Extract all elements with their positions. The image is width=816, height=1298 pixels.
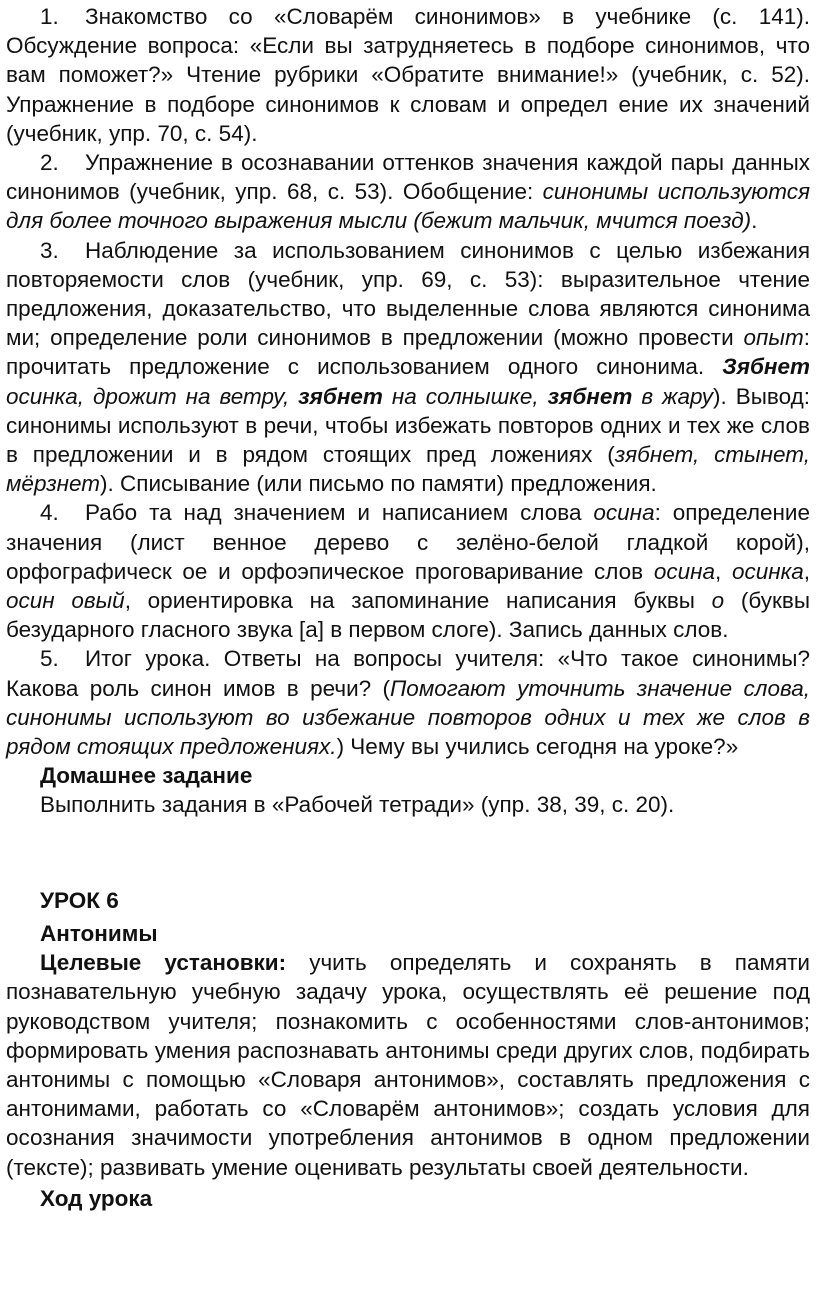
list-item-2 [6,148,810,236]
item-text: Знакомство со «Словарём синонимов» в учебнике (с. 141). Обсуждение вопроса: «Если вы затрудняетесь в подборе синонимов, что вам поможет?» Чтение рубрики «Обратите внимание!» (учебник, с. 52). Упражнение в подборе синонимов к словам и определ ение их значений (учебник, упр. 70, с. 54). [6,4,810,146]
item-text: Итог урока. Ответы на вопросы учителя: «Что такое синонимы? Какова роль синон имов в речи? ( [6,646,810,701]
homework-text: Выполнить задания в «Рабочей тетради» (упр. 38, 39, с. 20). [40,792,675,818]
item-italic-text: опыт [743,325,804,351]
item-italic-text: осин овый [6,588,125,614]
item-text: ) Чему вы учились сегодня на уроке?» [336,734,739,760]
item-text: , [803,558,810,584]
item-bold-italic-text: зябнет [298,383,383,409]
list-item-1 [6,2,810,148]
list-item-3 [6,236,810,499]
item-number: 1. [40,4,59,29]
item-text: . [751,208,758,234]
item-number: 2. [40,150,59,176]
item-italic-text: осинка [731,558,804,584]
item-text: ). Списывание (или письмо по памяти) предложения. [100,471,657,497]
item-number: 4. [40,500,59,526]
list-item-5 [6,644,810,761]
goals-text: учить определять и сохранять в памяти познавательную учебную задачу урока, осуществлять её решение под руководством учителя; познакомить с особенностями слов-антонимов; формировать умения распознавать антонимы среди других слов, подбирать антонимы с помощью «Словаря антонимов», составлять предложения с антонимами, работать со «Словарём антонимов»; создать условия для осознания значимости употребления антонимов в одном предложении (тексте); развивать умение оценивать результаты своей деятельности. [6,950,811,1180]
spacer [6,820,810,878]
item-italic-text: осина [593,500,655,526]
item-bold-italic-text: зябнет [547,383,633,409]
lesson-number: УРОК 6 [40,887,119,913]
item-text: , ориентировка на запоминание написания буквы [124,588,712,614]
item-bold-italic-text: Зябнет [722,354,810,380]
item-number: 5. [40,646,59,672]
lesson-title: Антонимы [40,920,158,946]
item-text: ). Вывод: синонимы используют в речи, чтобы избежать повторов одних и тех же слов в предложении и в рядом стоящих пред ложениях ( [6,383,810,468]
lesson-goals [6,948,810,1182]
goals-label: Целевые установки: [40,950,287,976]
item-italic-text: зябнет, стынет, мёрзнет [6,442,810,497]
item-text: Упражнение в осознавании оттенков значения каждой пары данных синонимов (учебник, упр. 68, с. 53). Обобщение: [6,150,810,205]
item-text: : прочитать предложение с использованием одного синонима. [6,325,810,380]
item-italic-text: на солнышке, [382,383,548,409]
item-italic-text: в жару [632,383,714,409]
item-text: Наблюдение за использованием синонимов с целью избежания повторяемости слов (учебник, упр. 69, с. 53): выразительное чтение предложения, доказательство, что выделенные слова являются синонима ми; определение роли синонимов в предложении (можно провести [6,237,810,351]
item-italic-text: осина [653,558,715,584]
item-text: , [715,558,732,584]
item-number: 3. [40,237,59,263]
list-item-4 [6,498,810,644]
item-italic-text: синонимы используются для более точного выражения мысли (бежит мальчик, мчится поезд) [6,179,810,234]
item-text: : определение значения (лист венное дерево с зелёно-белой гладкой корой), орфографическ ое и орфоэпическое проговаривание слов [6,500,810,584]
item-text: Рабо та над значением и написанием слова [85,500,594,526]
item-italic-text: о [711,588,725,614]
item-text: (буквы безударного гласного звука [а] в первом слоге). Запись данных слов. [6,588,810,643]
item-italic-text: Помогают уточнить значение слова, синонимы используют во избежание повторов одних и тех же слов в рядом стоящих предложениях. [6,675,810,760]
homework-heading: Домашнее задание [40,763,253,789]
course-heading: Ход урока [40,1185,153,1211]
item-italic-text: осинка, дрожит на ветру, [6,383,299,409]
